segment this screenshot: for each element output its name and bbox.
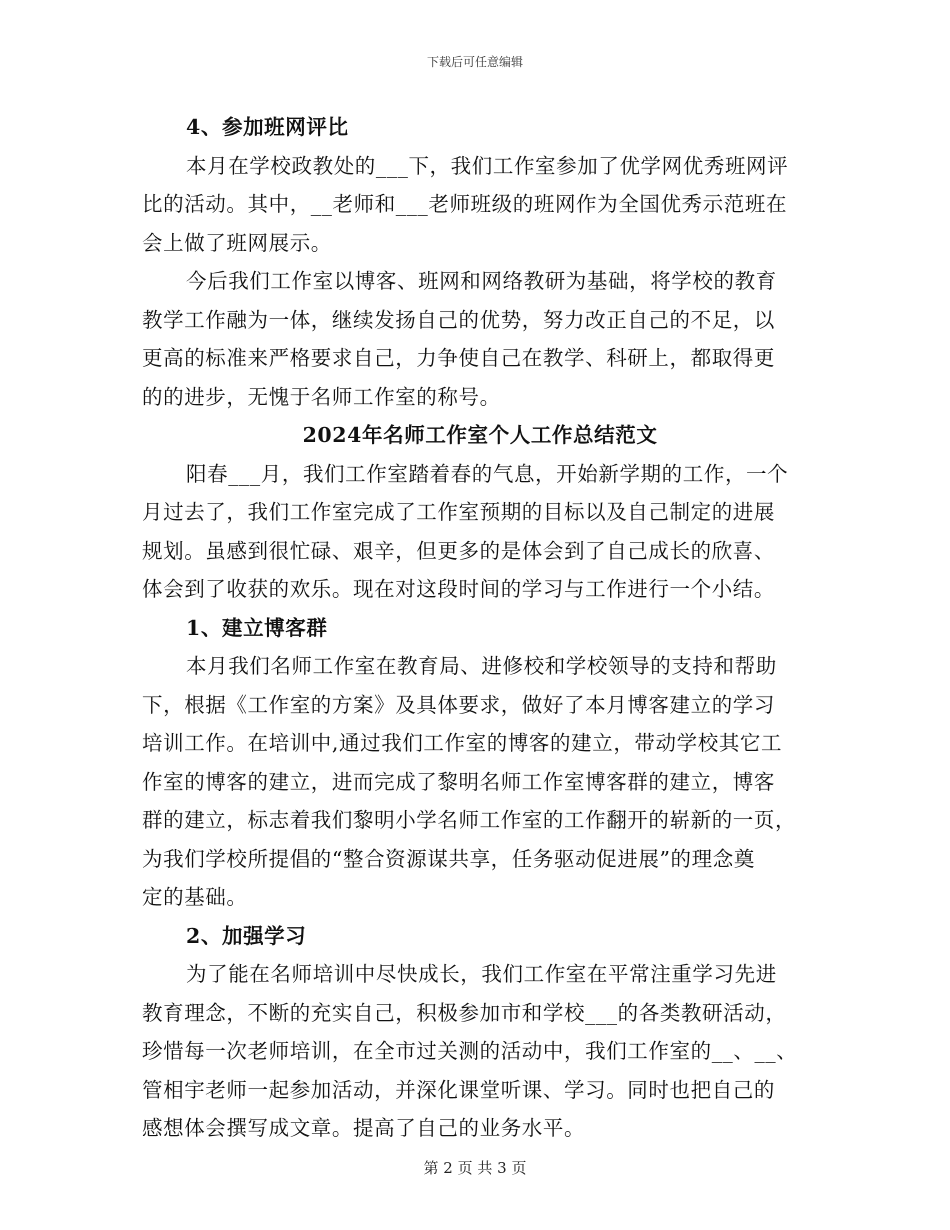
- paragraph-line: 感想体会撰写成文章。提高了自己的业务水平。: [142, 1116, 586, 1140]
- paragraph-line: 月过去了，我们工作室完成了工作室预期的目标以及自己制定的进展: [142, 500, 775, 524]
- paragraph-line: 为我们学校所提倡的“整合资源谋共享，任务驱动促进展”的理念奠: [142, 846, 755, 871]
- paragraph-line: 珍惜每一次老师培训，在全市过关测的活动中，我们工作室的__、__、: [142, 1039, 798, 1063]
- paragraph-line: 本月在学校政教处的___下，我们工作室参加了优学网优秀班网评: [186, 153, 789, 178]
- paragraph-line: 比的活动。其中，__老师和___老师班级的班网作为全国优秀示范班在: [142, 192, 788, 216]
- page-header-note: 下载后可任意编辑: [426, 55, 523, 69]
- paragraph-line: 的的进步，无愧于名师工作室的称号。: [142, 384, 501, 409]
- paragraph-line: 本月我们名师工作室在教育局、进修校和学校领导的支持和帮助: [186, 654, 777, 678]
- paragraph-line: 教学工作融为一体，继续发扬自己的优势，努力改正自己的不足，以: [142, 307, 775, 332]
- paragraph-line: 会上做了班网展示。: [142, 230, 332, 255]
- section-heading-4: 4、参加班网评比: [186, 115, 349, 139]
- paragraph-line: 作室的博客的建立，进而完成了黎明名师工作室博客群的建立，博客: [142, 769, 775, 794]
- section-heading-2: 2、加强学习: [186, 923, 307, 948]
- paragraph-line: 教育理念，不断的充实自己，积极参加市和学校___的各类教研活动，: [142, 1000, 787, 1025]
- paragraph-line: 下，根据《工作室的方案》及具体要求，做好了本月博客建立的学习: [142, 692, 775, 717]
- paragraph-line: 体会到了收获的欢乐。现在对这段时间的学习与工作进行一个小结。: [142, 577, 775, 601]
- document-body: [142, 108, 810, 1148]
- paragraph-line: 为了能在名师培训中尽快成长，我们工作室在平常注重学习先进: [186, 962, 777, 986]
- paragraph-line: 管相宇老师一起参加活动，并深化课堂听课、学习。同时也把自己的: [142, 1077, 775, 1102]
- paragraph-line: 培训工作。在培训中,通过我们工作室的博客的建立，带动学校其它工: [142, 731, 783, 755]
- paragraph-line: 阳春___月，我们工作室踏着春的气息，开始新学期的工作，一个: [186, 461, 789, 486]
- paragraph-line: 规划。虽感到很忙碌、艰辛，但更多的是体会到了自己成长的欣喜、: [142, 538, 775, 563]
- article-title: 2024年名师工作室个人工作总结范文: [302, 423, 658, 447]
- paragraph-line: 今后我们工作室以博客、班网和网络教研为基础，将学校的教育: [186, 269, 777, 293]
- page-number: 第 2 页 共 3 页: [423, 1159, 527, 1177]
- paragraph-line: 定的基础。: [142, 885, 248, 909]
- paragraph-line: 群的建立，标志着我们黎明小学名师工作室的工作翻开的崭新的一页，: [142, 808, 797, 832]
- section-heading-1: 1、建立博客群: [186, 615, 328, 640]
- paragraph-line: 更高的标准来严格要求自己，力争使自己在教学、科研上，都取得更: [142, 346, 775, 370]
